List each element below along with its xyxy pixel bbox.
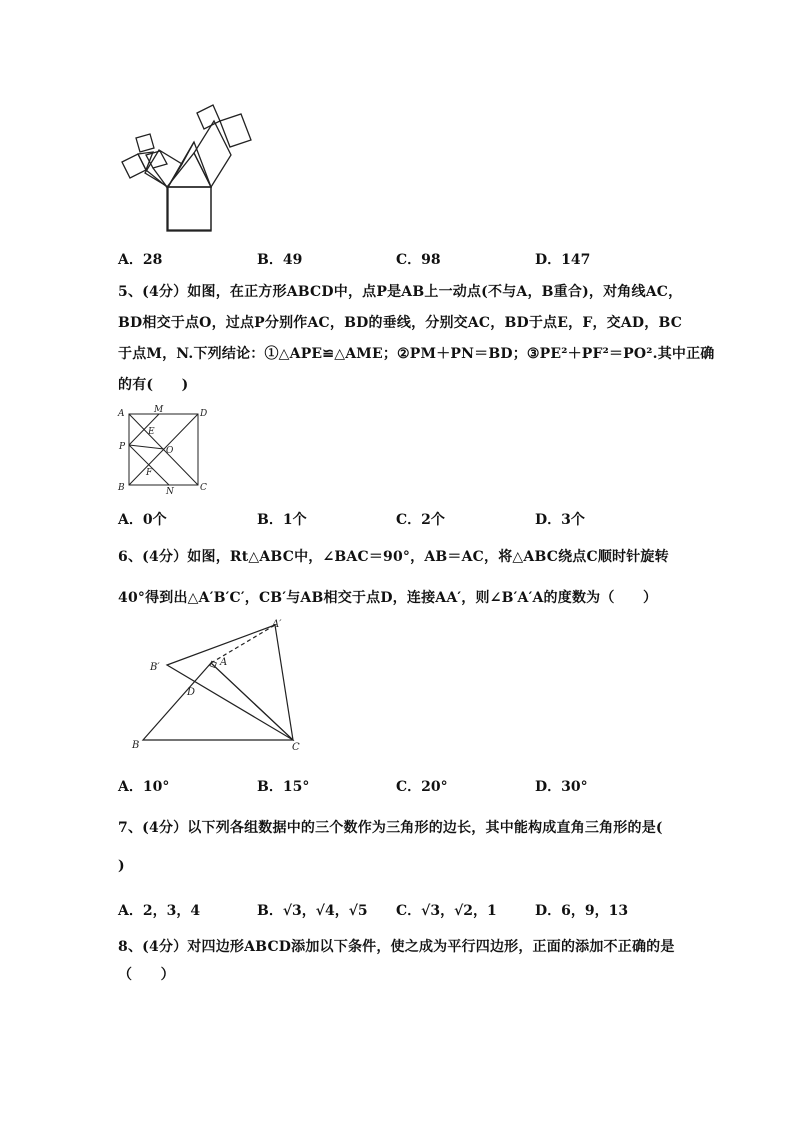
tree-right-square (194, 121, 231, 187)
label-a-prime: A′ (272, 619, 282, 630)
q5-line-3: 于点M，N.下列结论：①△APE≌△AME；②PM＋PN＝BD；③PE²＋PF²＝PO².其中正确 (118, 346, 715, 362)
q7-option-d[interactable]: D．6，9，13 (535, 903, 629, 919)
q5-line-2: BD相交于点O，过点P分别作AC，BD的垂线，分别交AC，BD于点E，F，交AD，BC (118, 315, 683, 331)
q7-option-b[interactable]: B．√3，√4，√5 (257, 903, 368, 919)
rotated-triangle-figure (125, 615, 315, 755)
line-po (129, 445, 164, 449)
tree-base-square (167, 187, 211, 231)
label-d: D (200, 409, 208, 419)
label-o: O (166, 446, 174, 456)
q5-option-c[interactable]: C．2个 (396, 512, 445, 528)
q6-option-a[interactable]: A．10° (118, 779, 170, 795)
q8-line-1: 8、(4分）对四边形ABCD添加以下条件，使之成为平行四边形，正面的添加不正确的是 (118, 939, 675, 955)
q6-option-b[interactable]: B．15° (257, 779, 310, 795)
triangle-abc (143, 663, 293, 740)
q8-line-2: （ ） (118, 967, 175, 983)
q5-line-4: 的有( ) (118, 377, 189, 393)
q6-line-2: 40°得到出△A′B′C′，CB′与AB相交于点D，连接AA′，则∠B′A′A的度数为（ ） (118, 590, 658, 606)
label-a6: A (220, 657, 228, 668)
q5-option-b[interactable]: B．1个 (257, 512, 307, 528)
label-n: N (166, 487, 174, 496)
q7-option-a[interactable]: A．2，3，4 (118, 903, 201, 919)
q4-option-b[interactable]: B．49 (257, 252, 303, 268)
q7-line-1: 7、(4分）以下列各组数据中的三个数作为三角形的边长，其中能构成直角三角形的是( (118, 820, 663, 836)
label-f: F (146, 468, 153, 478)
q5-line-1: 5、(4分）如图，在正方形ABCD中，点P是AB上一动点(不与A，B重合)，对角线AC， (118, 284, 683, 300)
tree-left-top (136, 134, 154, 152)
label-c: C (200, 483, 207, 493)
label-m: M (154, 405, 164, 415)
q6-option-c[interactable]: C．20° (396, 779, 448, 795)
q4-option-c[interactable]: C．98 (396, 252, 441, 268)
label-b: B (118, 483, 125, 493)
tree-main-triangle (167, 153, 211, 187)
q7-option-c[interactable]: C．√3，√2，1 (396, 903, 497, 919)
label-c6: C (292, 742, 300, 753)
tree-left-lower (122, 154, 146, 178)
q6-line-1: 6、(4分）如图，Rt△ABC中，∠BAC＝90°，AB＝AC，将△ABC绕点C顺时针旋转 (118, 549, 669, 565)
square-abcd-figure (114, 404, 214, 496)
label-e: E (148, 427, 155, 437)
q4-option-d[interactable]: D．147 (535, 252, 591, 268)
q6-option-d[interactable]: D．30° (535, 779, 588, 795)
segment-ac (211, 663, 293, 740)
tree-left-upper (146, 151, 167, 168)
label-p: P (119, 442, 126, 452)
q7-line-2: ) (118, 858, 125, 874)
label-b6: B (132, 740, 140, 751)
q5-option-a[interactable]: A．0个 (118, 512, 167, 528)
label-d6: D (187, 687, 196, 698)
pythagoras-tree (110, 100, 270, 240)
q4-option-a[interactable]: A．28 (118, 252, 163, 268)
label-a: A (118, 409, 125, 419)
label-b-prime: B′ (150, 662, 160, 673)
q5-option-d[interactable]: D．3个 (535, 512, 585, 528)
